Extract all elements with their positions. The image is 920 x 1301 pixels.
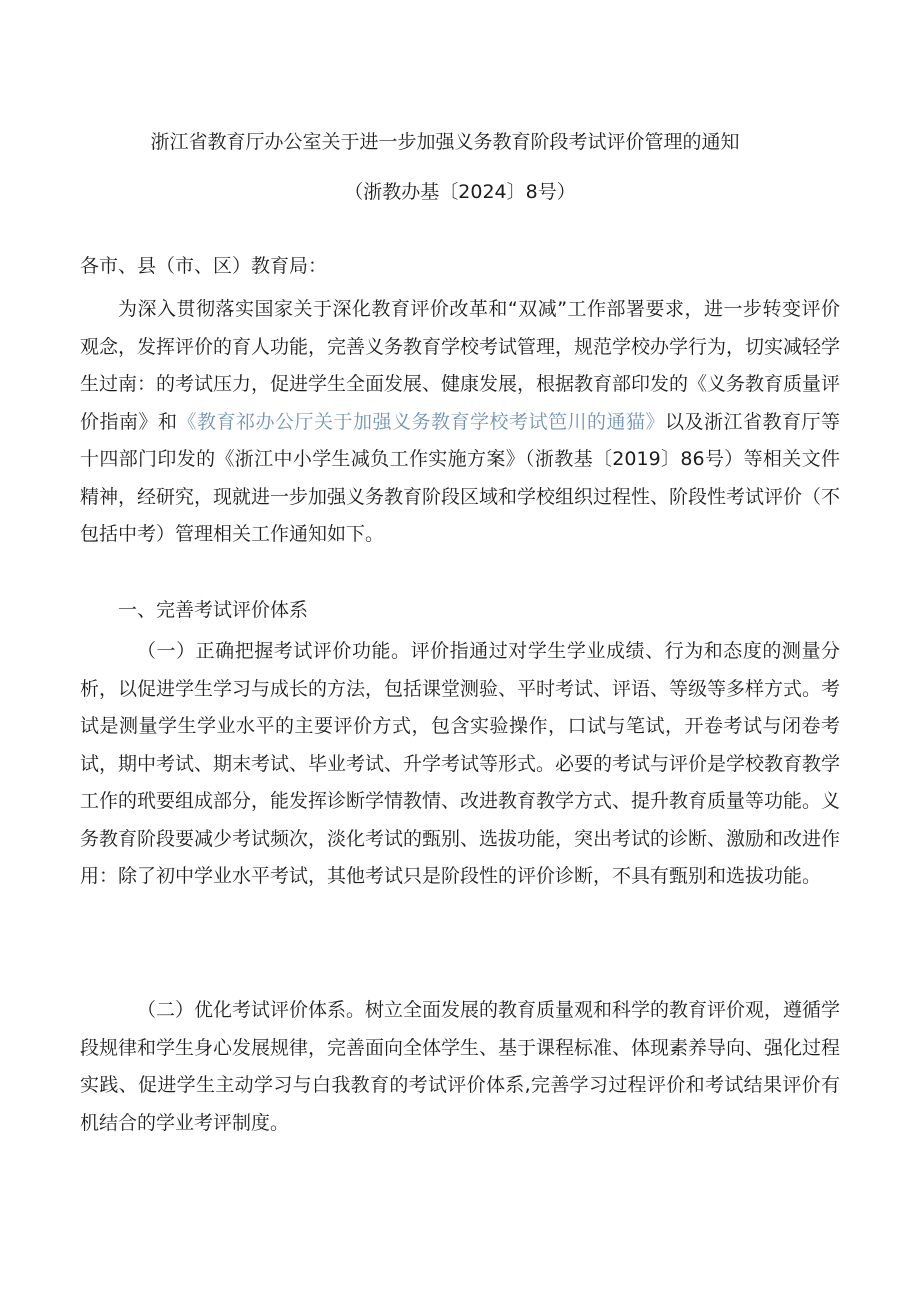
referenced-notice-link[interactable]: 《教育祁办公厅关于加强义务教育学校考试笆川的通猫》 [177,410,665,433]
paragraph-intro-text-1: 为深入贯彻落实国家关于深化教育评价改革和“双减”工作部署要求，进一步转变评价观念，发挥评价的育人功能，完善义务教育学校考试管理，规范学校办学行为，切实减轻学生过南：的考试压力，促进学生全面发展、健康发展，根据教育部印发的《义务教育质量评价指南》和 [80,298,841,433]
document-number: （浙教办基〔2024〕8号） [344,181,576,203]
paragraph-intro [80,291,840,554]
document-title: 浙江省教育厅办公室关于进一步加强义务教育阶段考试评价管理的通知 [150,131,740,153]
item-1-paragraph: （一）正确把握考试评价功能。评价指通过对学生学业成绩、行为和态度的测量分析，以促进学生学习与成长的方法，包括课堂测验、平时考试、评语、等级等多样方式。考试是测量学生学业水平的主要评价方式，包含实验操作，口试与笔试，开卷考试与闭卷考试，期中考试、期末考试、毕业考试、升学考试等形式。必要的考试与评价是学校教育教学工作的玳要组成部分，能发挥诊断学情教情、改进教育教学方式、提升教育质量等功能。义务教育阶段要减少考试频次，淡化考试的甄别、选拔功能，突出考试的诊断、激励和改进作用：除了初中学业水平考试，其他考试只是阶段性的评价诊断，不具有甄别和选拔功能。 [80,640,841,887]
item-2-paragraph: （二）优化考试评价体系。树立全面发展的教育质量观和科学的教育评价观，遵循学段规律和学生身心发展规律，完善面向全体学生、基于课程标准、体现素养导向、强化过程实践、促进学生主动学习与白我教育的考试评价体系,完善学习过程评价和考试结果评价有机结合的学业考评制度。 [80,999,841,1134]
salutation: 各市、县（市、区）教育局： [80,255,328,277]
paragraph-intro-text-2: 以及浙江省教育厅等十四部门印发的《浙江中小学生减负工作实施方案》（浙教基〔2019〕86号）等相关文件精神，经研究，现就进一步加强义务教育阶段区域和学校组织过程性、阶段性考试评价（不包括中考）管理相关工作通知如下。 [80,410,841,545]
section-heading-1: 一、完善考试评价体系 [118,599,309,621]
